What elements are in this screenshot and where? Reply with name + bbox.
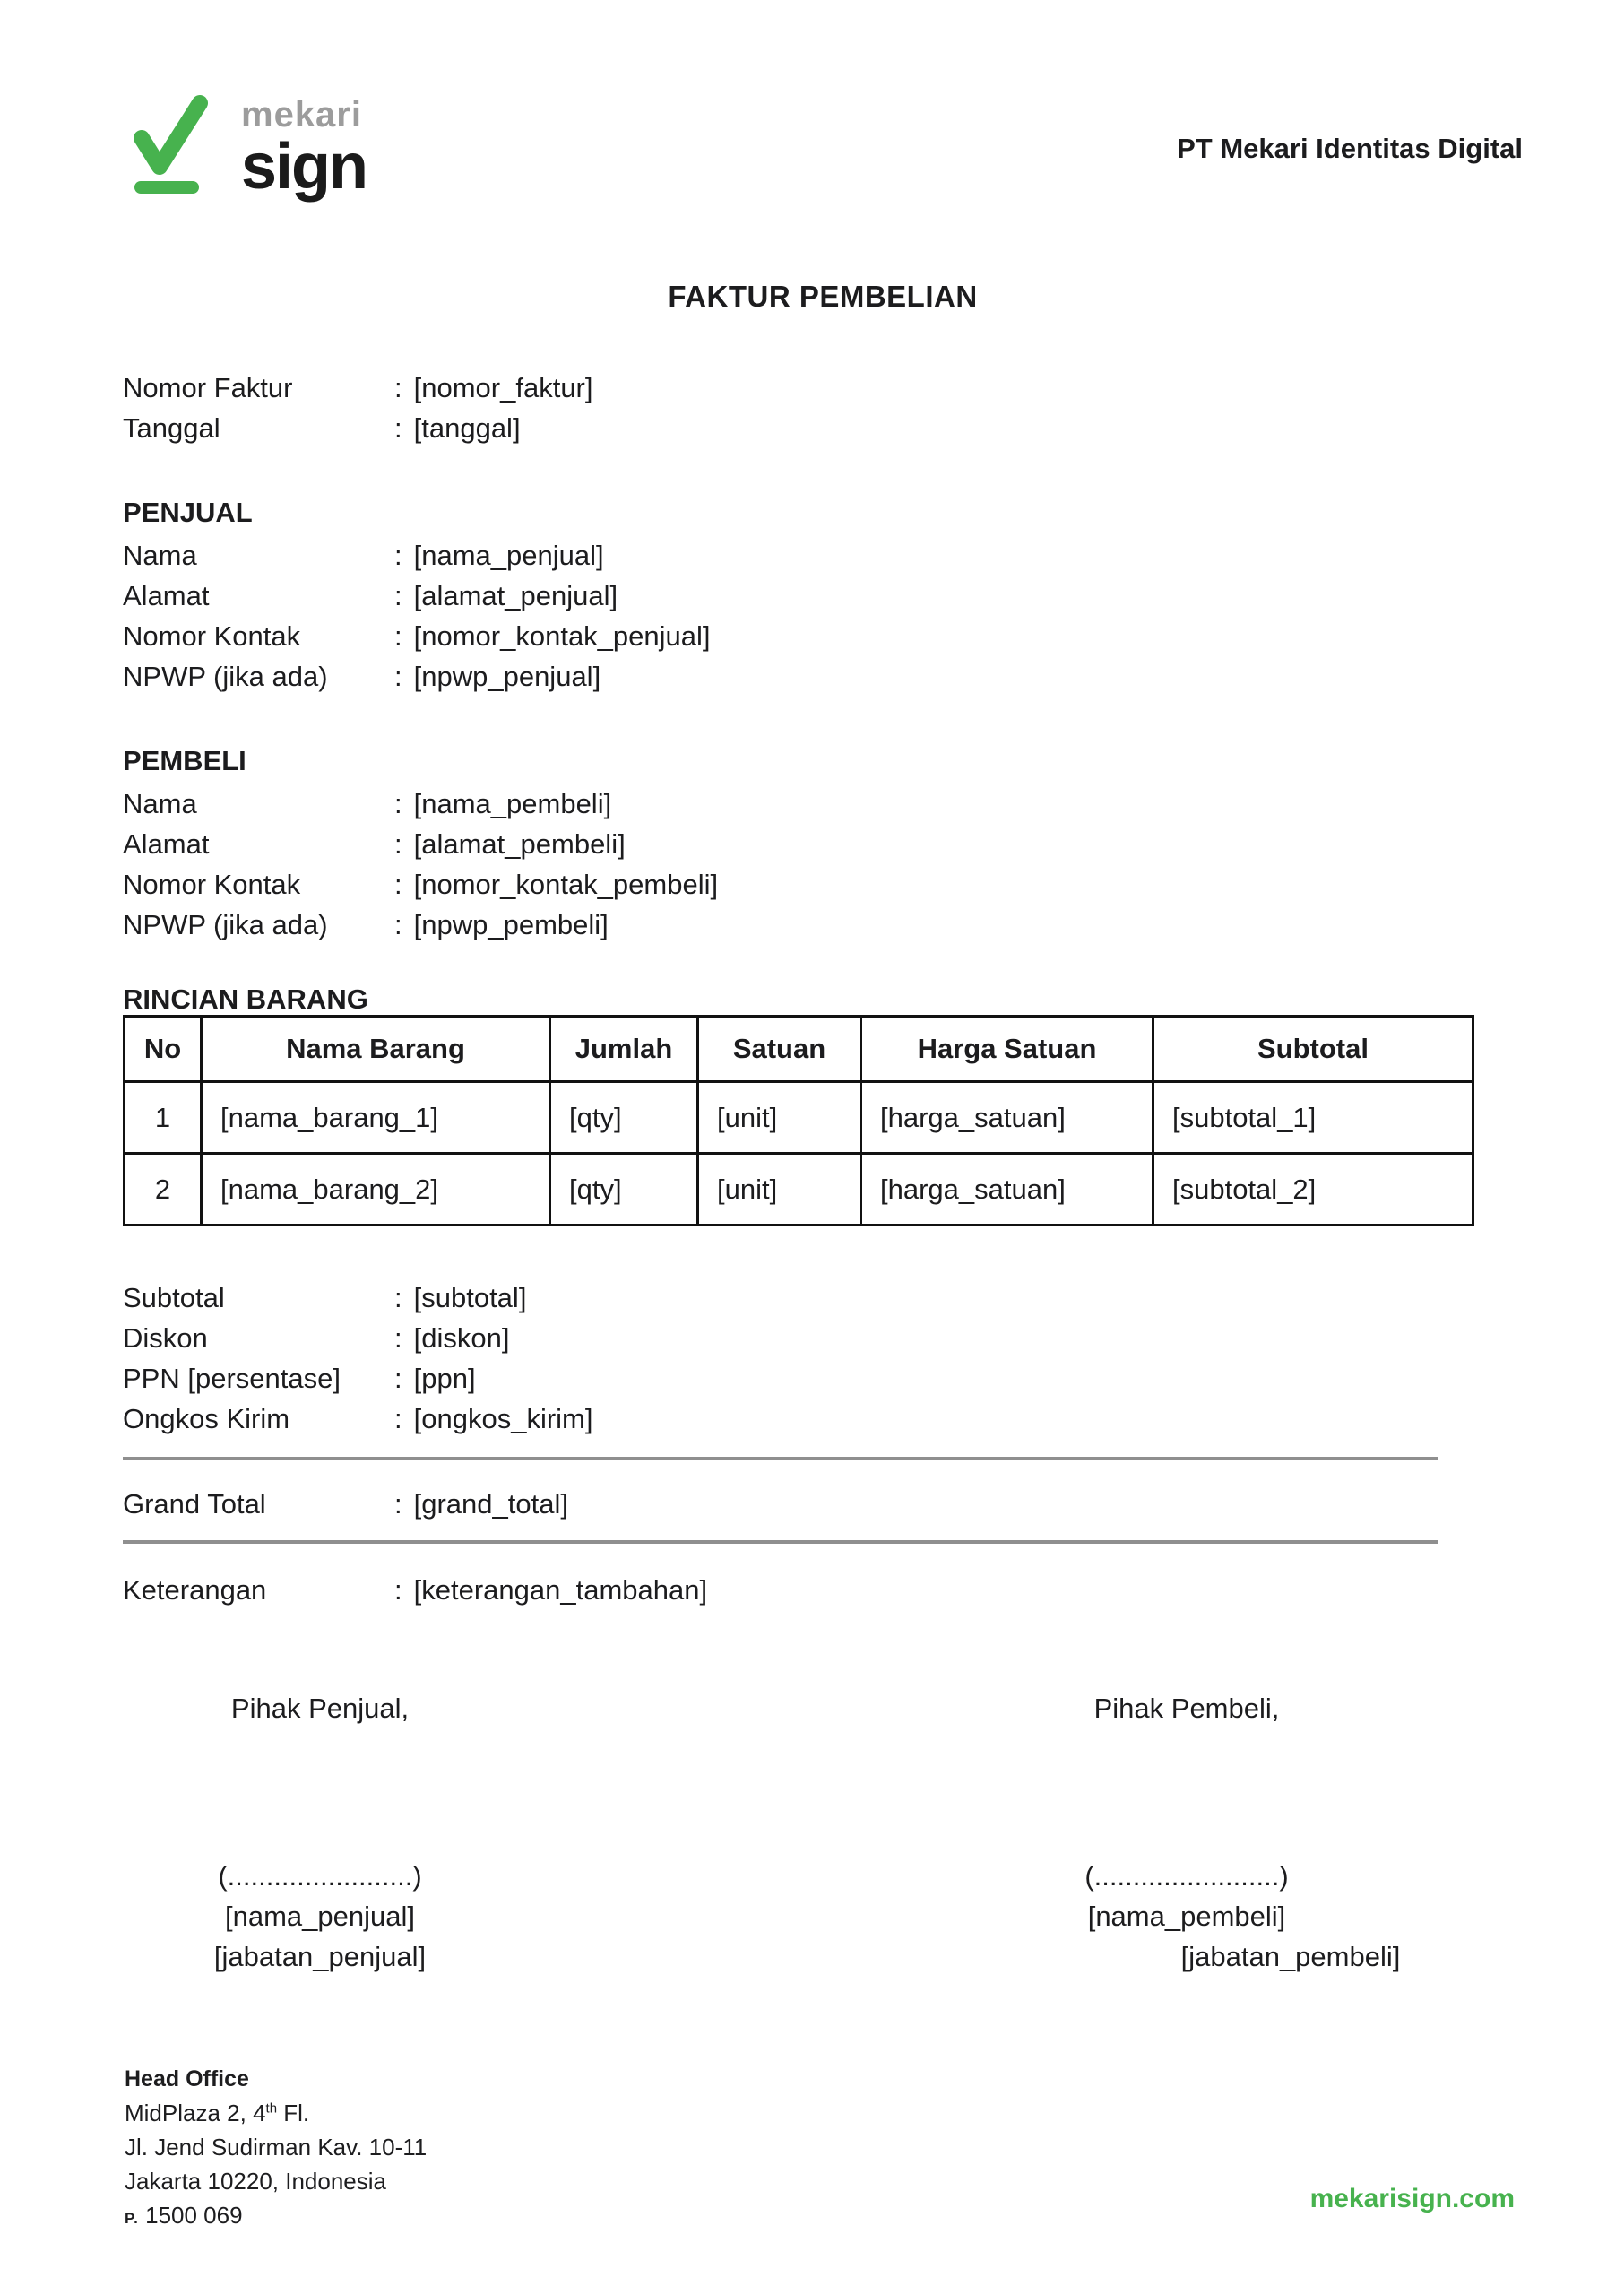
field-value-placeholder: [nomor_kontak_pembeli] — [413, 869, 719, 900]
field-row-tanggal — [123, 408, 1523, 448]
signature-name-placeholder: [nama_pembeli] — [1087, 1901, 1286, 1932]
office-title: Head Office — [125, 2066, 249, 2091]
cell-harga-satuan: [harga_satuan] — [861, 1154, 1153, 1225]
field-label: Nama — [123, 540, 197, 571]
field-row — [123, 576, 1523, 616]
keterangan-row — [123, 1570, 1523, 1610]
signature-space — [989, 1728, 1384, 1856]
colon: : — [394, 1322, 402, 1354]
company-name: PT Mekari Identitas Digital — [1177, 133, 1523, 164]
signature-line: (........................) — [1084, 1860, 1289, 1892]
field-row — [123, 905, 1523, 945]
field-value-placeholder: [diskon] — [413, 1322, 510, 1354]
website-link[interactable]: mekarisign.com — [1309, 2184, 1515, 2213]
pembeli-section — [123, 784, 1523, 945]
invoice-info-section — [123, 368, 1523, 448]
colon: : — [394, 1403, 402, 1434]
colon: : — [394, 661, 402, 692]
colon: : — [394, 580, 402, 611]
field-value-placeholder: [npwp_penjual] — [413, 661, 601, 692]
field-value-placeholder: [keterangan_tambahan] — [413, 1574, 708, 1606]
colon: : — [394, 540, 402, 571]
field-label: Nomor Kontak — [123, 869, 301, 900]
field-label: Alamat — [123, 828, 210, 860]
field-label: PPN [persentase] — [123, 1363, 341, 1394]
colon: : — [394, 1363, 402, 1394]
section-heading-penjual: PENJUAL — [123, 497, 253, 528]
field-label: Nama — [123, 788, 197, 819]
cell-jumlah: [qty] — [550, 1154, 698, 1225]
signature-space — [123, 1728, 517, 1856]
colon: : — [394, 412, 402, 444]
colon: : — [394, 788, 402, 819]
field-label: Ongkos Kirim — [123, 1403, 290, 1434]
ordinal-superscript: th — [265, 2100, 278, 2117]
colon: : — [394, 1574, 402, 1606]
signature-section — [123, 1688, 1523, 1977]
field-value-placeholder: [ppn] — [413, 1363, 476, 1394]
signature-name-placeholder: [nama_penjual] — [225, 1901, 415, 1932]
signature-title: Pihak Pembeli, — [1093, 1693, 1280, 1724]
field-row — [123, 535, 1523, 576]
field-row — [123, 784, 1523, 824]
field-value-placeholder: [alamat_pembeli] — [413, 828, 626, 860]
signature-block-penjual — [123, 1688, 517, 1977]
grand-total-row — [123, 1484, 1523, 1524]
cell-subtotal: [subtotal_2] — [1153, 1154, 1473, 1225]
field-row — [123, 864, 1523, 905]
signature-role-wrap — [989, 1936, 1401, 1977]
field-value-placeholder: [nomor_faktur] — [413, 372, 593, 403]
field-row — [123, 1358, 1523, 1399]
address-line-1 — [125, 2096, 427, 2130]
cell-nama-barang: [nama_barang_2] — [202, 1154, 550, 1225]
field-row — [123, 656, 1523, 697]
field-value-placeholder: [npwp_pembeli] — [413, 909, 609, 940]
cell-no: 2 — [125, 1154, 202, 1225]
signature-title: Pihak Penjual, — [230, 1693, 410, 1724]
head-office-address — [125, 2062, 427, 2236]
field-label: Keterangan — [123, 1574, 267, 1606]
cell-satuan: [unit] — [698, 1154, 861, 1225]
signature-block-pembeli — [989, 1688, 1401, 1977]
signature-role-placeholder: [jabatan_penjual] — [213, 1941, 427, 1972]
colon: : — [394, 909, 402, 940]
field-row — [123, 1318, 1523, 1358]
phone-line — [125, 2198, 427, 2236]
mekari-sign-logo — [132, 70, 367, 215]
address-text: Fl. — [277, 2100, 310, 2126]
table-row — [125, 1154, 1473, 1225]
address-text: MidPlaza 2, 4 — [125, 2100, 266, 2126]
field-value-placeholder: [tanggal] — [413, 412, 521, 444]
cell-harga-satuan: [harga_satuan] — [861, 1082, 1153, 1154]
field-row — [123, 824, 1523, 864]
field-value-placeholder: [alamat_penjual] — [413, 580, 618, 611]
checkmark-icon — [132, 95, 209, 195]
signature-line: (........................) — [218, 1860, 422, 1892]
page-footer — [123, 2062, 1523, 2236]
field-row — [123, 1399, 1523, 1439]
field-row — [123, 1277, 1523, 1318]
table-row — [125, 1082, 1473, 1154]
field-label: Grand Total — [123, 1488, 266, 1520]
address-line-3: Jakarta 10220, Indonesia — [125, 2168, 386, 2195]
field-label: Nomor Faktur — [123, 372, 293, 403]
field-label: NPWP (jika ada) — [123, 909, 328, 940]
divider — [123, 1457, 1438, 1460]
cell-nama-barang: [nama_barang_1] — [202, 1082, 550, 1154]
cell-no: 1 — [125, 1082, 202, 1154]
field-label: Diskon — [123, 1322, 208, 1354]
colon: : — [394, 372, 402, 403]
field-label: Subtotal — [123, 1282, 225, 1313]
field-value-placeholder: [nama_penjual] — [413, 540, 604, 571]
section-heading-rincian-barang: RINCIAN BARANG — [123, 983, 368, 1015]
cell-jumlah: [qty] — [550, 1082, 698, 1154]
colon: : — [394, 869, 402, 900]
field-value-placeholder: [ongkos_kirim] — [413, 1403, 593, 1434]
field-value-placeholder: [subtotal] — [413, 1282, 527, 1313]
logo-text-sign: sign — [241, 131, 367, 203]
address-line-2: Jl. Jend Sudirman Kav. 10-11 — [125, 2134, 428, 2161]
logo-wordmark — [241, 70, 367, 215]
field-value-placeholder: [nomor_kontak_penjual] — [413, 620, 711, 652]
penjual-section — [123, 535, 1523, 697]
field-label: Nomor Kontak — [123, 620, 301, 652]
field-value-placeholder: [grand_total] — [413, 1488, 568, 1520]
field-label: Alamat — [123, 580, 210, 611]
colon: : — [394, 828, 402, 860]
items-table-header-row — [125, 1017, 1473, 1082]
section-heading-pembeli: PEMBELI — [123, 745, 246, 776]
field-value-placeholder: [nama_pembeli] — [413, 788, 612, 819]
col-header-jumlah: Jumlah — [550, 1017, 698, 1082]
colon: : — [394, 1488, 402, 1520]
totals-section — [123, 1277, 1523, 1439]
field-label: Tanggal — [123, 412, 220, 444]
field-row — [123, 616, 1523, 656]
phone-number: 1500 069 — [145, 2202, 243, 2229]
col-header-subtotal: Subtotal — [1153, 1017, 1473, 1082]
col-header-satuan: Satuan — [698, 1017, 861, 1082]
phone-prefix: P. — [125, 2210, 139, 2227]
cell-satuan: [unit] — [698, 1082, 861, 1154]
document-title: FAKTUR PEMBELIAN — [668, 280, 978, 313]
col-header-harga-satuan: Harga Satuan — [861, 1017, 1153, 1082]
col-header-no: No — [125, 1017, 202, 1082]
field-row-nomor-faktur — [123, 368, 1523, 408]
colon: : — [394, 620, 402, 652]
colon: : — [394, 1282, 402, 1313]
field-label: NPWP (jika ada) — [123, 661, 328, 692]
logo-text-mekari: mekari — [241, 95, 362, 134]
page-header — [123, 70, 1523, 215]
col-header-nama-barang: Nama Barang — [202, 1017, 550, 1082]
signature-role-placeholder: [jabatan_pembeli] — [1180, 1941, 1401, 1972]
divider — [123, 1540, 1438, 1544]
cell-subtotal: [subtotal_1] — [1153, 1082, 1473, 1154]
items-table — [123, 1015, 1474, 1226]
